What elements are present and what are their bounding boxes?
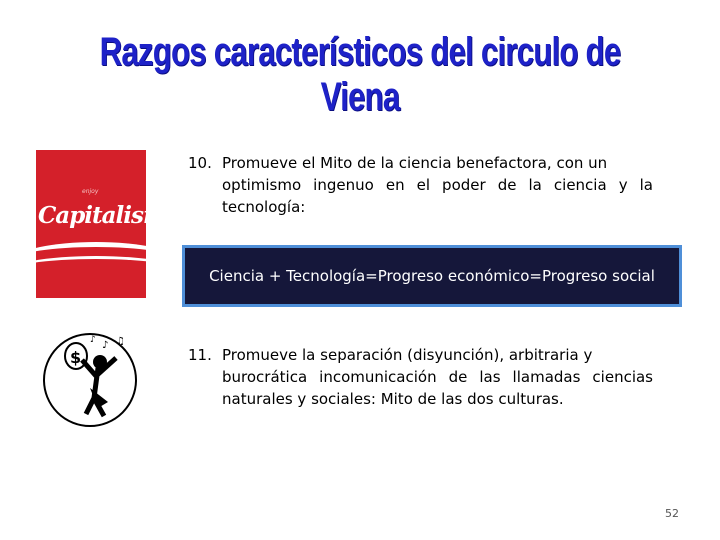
item-10-line1: Promueve el Mito de la ciencia benefactora, con un: [222, 154, 608, 172]
slide-title: Razgos característicos del circulo de Viena: [99, 30, 621, 119]
formula-banner: [182, 245, 682, 307]
logo-text: Capitalism: [38, 202, 167, 229]
page-number: 52: [665, 507, 679, 520]
item-11-rest: burocrática incomunicación de las llamadas ciencias naturales y sociales: Mito de las dos culturas.: [222, 368, 653, 408]
item-11-line1: Promueve la separación (disyunción), arbitraria y: [222, 346, 593, 364]
item-11: [188, 344, 653, 410]
svg-text:$: $: [70, 348, 82, 367]
money-juggler-icon: [38, 318, 138, 442]
banner-text: Ciencia + Tecnología=Progreso económico=Progreso social: [209, 267, 655, 285]
item-11-number: 11.: [188, 346, 212, 364]
capitalism-logo: enjoy Capitalism: [36, 150, 146, 298]
item-10-rest: optimismo ingenuo en el poder de la ciencia y la tecnología:: [222, 176, 653, 216]
svg-text:♪: ♪: [102, 340, 109, 351]
item-10-number: 10.: [188, 154, 212, 172]
svg-text:♫: ♫: [116, 336, 125, 347]
item-10: [188, 152, 653, 218]
svg-text:♪: ♪: [90, 335, 96, 345]
